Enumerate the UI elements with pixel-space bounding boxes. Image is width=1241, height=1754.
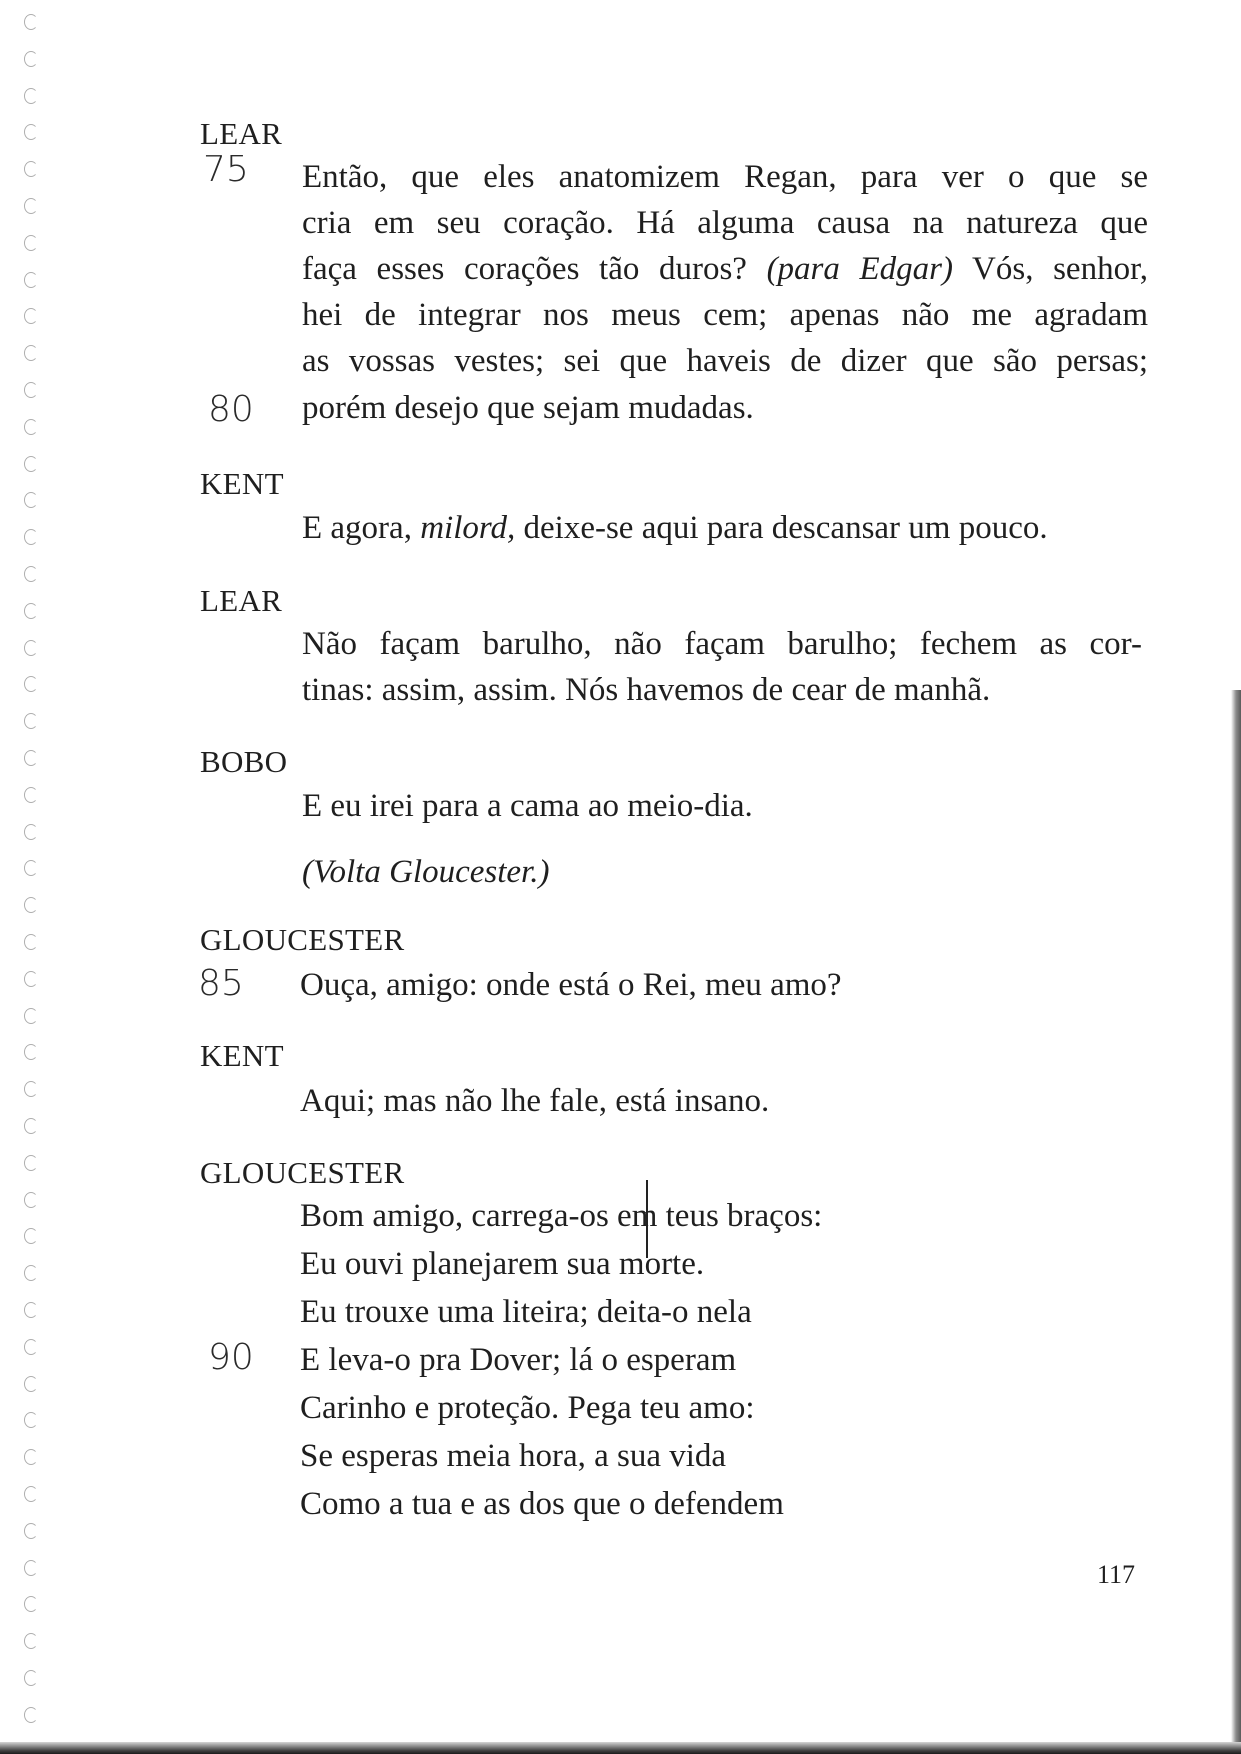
binding-hole	[24, 971, 38, 987]
speaker-name: KENT	[200, 466, 284, 501]
verse-line	[302, 253, 1148, 286]
binding-hole	[24, 1044, 38, 1060]
binding-hole	[24, 308, 38, 324]
verse-line: Então, que eles anatomizem Regan, para ver o que se	[302, 159, 1148, 195]
handwritten-line-number: 85	[198, 963, 244, 1004]
binding-hole	[24, 750, 38, 766]
speaker-name: LEAR	[200, 583, 283, 618]
verse-line: Eu ouvi planejarem sua morte.	[300, 1246, 705, 1282]
speaker-name: BOBO	[200, 744, 288, 779]
verse-line: Carinho e proteção. Pega teu amo:	[300, 1390, 755, 1426]
binding-hole	[24, 382, 38, 398]
line-text: faça esses corações tão duros?	[302, 251, 767, 287]
verse-line: Eu trouxe uma liteira; deita-o nela	[300, 1294, 752, 1330]
binding-hole	[24, 1228, 38, 1244]
binding-hole	[24, 603, 38, 619]
binding-hole	[24, 1560, 38, 1576]
binding-hole	[24, 1523, 38, 1539]
verse-line: Como a tua e as dos que o defendem	[300, 1486, 784, 1522]
stage-direction: (Volta Gloucester.)	[302, 854, 550, 890]
binding-hole	[24, 1670, 38, 1686]
binding-hole	[24, 1302, 38, 1318]
binding-hole	[24, 51, 38, 67]
binding-hole	[24, 235, 38, 251]
verse-line	[302, 512, 1048, 545]
binding-holes	[20, 14, 50, 1754]
stage-direction: (para Edgar)	[766, 251, 954, 287]
scan-shadow-right	[1231, 690, 1241, 1754]
verse-line: Se esperas meia hora, a sua vida	[300, 1438, 727, 1474]
handwritten-line-number: 90	[208, 1337, 254, 1378]
verse-line: hei de integrar nos meus cem; apenas não me agradam	[302, 297, 1148, 333]
speaker-name: KENT	[200, 1038, 284, 1073]
binding-hole	[24, 492, 38, 508]
line-text: E agora,	[302, 510, 421, 546]
verse-line: as vossas vestes; sei que haveis de dizer que são persas;	[302, 343, 1148, 379]
binding-hole	[24, 860, 38, 876]
binding-hole	[24, 1412, 38, 1428]
verse-line: E eu irei para a cama ao meio-dia.	[302, 788, 753, 824]
binding-hole	[24, 1449, 38, 1465]
binding-hole	[24, 419, 38, 435]
binding-hole	[24, 1376, 38, 1392]
handwritten-line-number: 75	[203, 149, 249, 190]
verse-line: E leva-o pra Dover; lá o esperam	[300, 1342, 737, 1378]
verse-line: Bom amigo, carrega-os em teus braços:	[300, 1198, 823, 1234]
stage-direction: milord,	[420, 510, 516, 546]
binding-hole	[24, 1633, 38, 1649]
binding-hole	[24, 787, 38, 803]
binding-hole	[24, 14, 38, 30]
binding-hole	[24, 640, 38, 656]
binding-hole	[24, 1339, 38, 1355]
binding-hole	[24, 529, 38, 545]
binding-hole	[24, 824, 38, 840]
verse-line: porém desejo que sejam mudadas.	[302, 390, 754, 426]
page-number: 117	[1097, 1560, 1136, 1589]
binding-hole	[24, 124, 38, 140]
handwritten-line-number: 80	[208, 389, 254, 430]
line-text: deixe-se aqui para descansar um pouco.	[515, 510, 1048, 546]
binding-hole	[24, 198, 38, 214]
binding-hole	[24, 1155, 38, 1171]
binding-hole	[24, 88, 38, 104]
verse-line: Não façam barulho, não façam barulho; fechem as cor-	[302, 626, 1142, 662]
verse-line: tinas: assim, assim. Nós havemos de cear de manhã.	[302, 672, 991, 708]
scan-shadow-bottom	[0, 1742, 1241, 1754]
verse-line: Ouça, amigo: onde está o Rei, meu amo?	[300, 967, 842, 1003]
binding-hole	[24, 161, 38, 177]
binding-hole	[24, 934, 38, 950]
speaker-name: GLOUCESTER	[200, 922, 405, 957]
binding-hole	[24, 713, 38, 729]
verse-line: Aqui; mas não lhe fale, está insano.	[300, 1083, 770, 1119]
binding-hole	[24, 1707, 38, 1723]
binding-hole	[24, 345, 38, 361]
binding-hole	[24, 1081, 38, 1097]
binding-hole	[24, 1486, 38, 1502]
speaker-name: GLOUCESTER	[200, 1155, 405, 1190]
binding-hole	[24, 1008, 38, 1024]
binding-hole	[24, 1192, 38, 1208]
binding-hole	[24, 456, 38, 472]
binding-hole	[24, 1265, 38, 1281]
binding-hole	[24, 897, 38, 913]
binding-hole	[24, 676, 38, 692]
binding-hole	[24, 272, 38, 288]
speaker-name: LEAR	[200, 116, 283, 151]
binding-hole	[24, 1596, 38, 1612]
line-text: Vós, senhor,	[953, 251, 1148, 287]
binding-hole	[24, 1118, 38, 1134]
binding-hole	[24, 566, 38, 582]
verse-line: cria em seu coração. Há alguma causa na natureza que	[302, 205, 1148, 241]
